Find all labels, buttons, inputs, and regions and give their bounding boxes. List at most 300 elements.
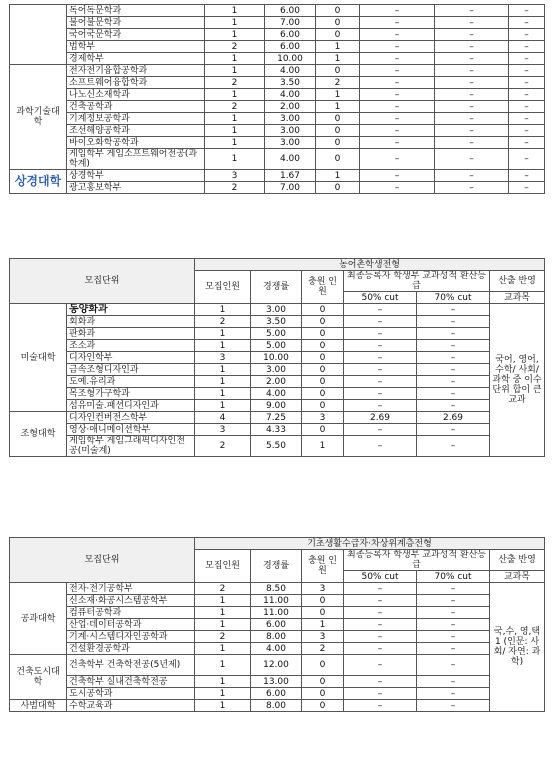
unit-cell: 영상·애니메이션학부: [67, 424, 195, 436]
cut50-cell: –: [344, 655, 417, 676]
cut70-cell: –: [417, 583, 490, 595]
seats-header: 모집인원: [195, 271, 251, 304]
cut50-cell: –: [344, 304, 417, 316]
cut70-cell: –: [417, 340, 490, 352]
seats-cell: 1: [195, 328, 251, 340]
ratio-cell: 3.50: [251, 316, 302, 328]
cut70-cell: –: [435, 137, 509, 149]
seats-cell: 1: [205, 5, 265, 17]
table-row: [10, 170, 545, 182]
cut50-cell: –: [360, 17, 435, 29]
college-cell: 건축도시대학: [10, 655, 67, 700]
calc-cell: –: [509, 137, 545, 149]
table-row: [10, 328, 545, 340]
unit-cell: 회화과: [67, 316, 195, 328]
ratio-cell: 6.00: [265, 5, 316, 17]
calc-cell: –: [509, 53, 545, 65]
cut70-cell: –: [435, 149, 509, 170]
added-cell: 0: [302, 364, 344, 376]
calc-cell: –: [509, 65, 545, 77]
ratio-cell: 8.50: [251, 583, 302, 595]
calc-cell: –: [509, 149, 545, 170]
ratio-cell: 8.00: [251, 631, 302, 643]
seats-cell: 1: [195, 700, 251, 712]
ratio-cell: 6.00: [265, 29, 316, 41]
table-row: [10, 53, 545, 65]
cut70-cell: –: [435, 65, 509, 77]
cut50-cell: –: [360, 125, 435, 137]
cut50-cell: –: [360, 101, 435, 113]
added-cell: 1: [316, 170, 360, 182]
cut70-cell: –: [417, 631, 490, 643]
table-row: [10, 304, 545, 316]
table-row: [10, 5, 545, 17]
seats-cell: 1: [195, 400, 251, 412]
table-row: [10, 388, 545, 400]
ratio-cell: 6.00: [251, 688, 302, 700]
added-cell: 0: [302, 376, 344, 388]
unit-cell: 상경학부: [67, 170, 205, 182]
added-cell: 0: [302, 388, 344, 400]
calc-cell: –: [509, 41, 545, 53]
table-row: [10, 400, 545, 412]
table-row: [10, 77, 545, 89]
seats-cell: 1: [195, 676, 251, 688]
cut70-cell: –: [417, 364, 490, 376]
seats-cell: 1: [205, 53, 265, 65]
table-1: [9, 4, 545, 194]
table-row: [10, 41, 545, 53]
cut70-cell: –: [435, 29, 509, 41]
calc-cell: –: [509, 17, 545, 29]
cut70-cell: –: [435, 5, 509, 17]
table-row: [10, 352, 545, 364]
subjects-cell: 국,수, 영,택1 (인문: 사회/ 자연: 과학): [490, 583, 545, 712]
added-cell: 0: [302, 424, 344, 436]
cut50-cell: –: [344, 607, 417, 619]
college-cell: [10, 5, 67, 65]
cut50-header: 50% cut: [344, 292, 417, 304]
unit-cell: 컴퓨터공학과: [67, 607, 195, 619]
ratio-cell: 4.00: [265, 149, 316, 170]
table-row: [10, 149, 545, 170]
cut70-cell: –: [435, 17, 509, 29]
cut70-cell: –: [435, 77, 509, 89]
cut70-cell: –: [417, 607, 490, 619]
seats-cell: 2: [205, 182, 265, 194]
cut50-cell: –: [344, 436, 417, 457]
table-row: [10, 595, 545, 607]
table-row: [10, 376, 545, 388]
added-cell: 1: [316, 41, 360, 53]
cut70-cell: –: [417, 316, 490, 328]
added-cell: 0: [302, 316, 344, 328]
calc-cell: –: [509, 89, 545, 101]
cut70-cell: –: [435, 101, 509, 113]
ratio-cell: 3.00: [265, 125, 316, 137]
table-row: [10, 436, 545, 457]
unit-cell: 국어국문학과: [67, 29, 205, 41]
cut50-header: 50% cut: [344, 571, 417, 583]
seats-cell: 4: [195, 412, 251, 424]
cut70-cell: –: [435, 125, 509, 137]
added-cell: 0: [302, 676, 344, 688]
track-header: 농어촌학생전형: [195, 259, 545, 271]
unit-cell: 목조형가구학과: [67, 388, 195, 400]
unit-cell: 독어독문학과: [67, 5, 205, 17]
cut50-cell: –: [344, 352, 417, 364]
table-2: [9, 258, 545, 457]
cut50-cell: –: [344, 583, 417, 595]
unit-cell: 바이오화학공학과: [67, 137, 205, 149]
added-cell: 0: [302, 304, 344, 316]
added-cell: 2: [302, 643, 344, 655]
ratio-cell: 5.50: [251, 436, 302, 457]
header-row: [10, 259, 545, 271]
cut70-header: 70% cut: [417, 292, 490, 304]
cut50-cell: –: [360, 29, 435, 41]
college-cell: 미술대학: [10, 304, 67, 412]
table-row: [10, 364, 545, 376]
track-header: 기초생활수급자·차상위계층전형: [195, 538, 545, 550]
table-row: [10, 424, 545, 436]
ratio-cell: 2.00: [265, 101, 316, 113]
table-row: [10, 89, 545, 101]
ratio-cell: 4.00: [265, 65, 316, 77]
cut70-cell: –: [417, 388, 490, 400]
cut50-cell: –: [344, 340, 417, 352]
cut70-cell: –: [435, 113, 509, 125]
calc-sub-header: 교과목: [490, 571, 545, 583]
unit-cell: 판화과: [67, 328, 195, 340]
seats-cell: 1: [205, 137, 265, 149]
table-row: [10, 137, 545, 149]
seats-cell: 3: [195, 352, 251, 364]
seats-cell: 1: [205, 29, 265, 41]
grade-header: 최종등록자 학생부 교과성적 환산등급: [344, 550, 490, 571]
unit-cell: 건축공학과: [67, 101, 205, 113]
seats-cell: 3: [195, 424, 251, 436]
ratio-cell: 8.00: [251, 700, 302, 712]
unit-cell: 건축학부 건축학전공(5년제): [67, 655, 195, 676]
unit-cell: 도시공학과: [67, 688, 195, 700]
table-row: [10, 583, 545, 595]
unit-cell: 경제학부: [67, 53, 205, 65]
table-row: [10, 113, 545, 125]
unit-cell: 신소재·화공시스템공학부: [67, 595, 195, 607]
unit-cell: 전자전기융합공학과: [67, 65, 205, 77]
cut70-cell: –: [435, 41, 509, 53]
seats-cell: 2: [205, 77, 265, 89]
unit-cell: 도예.유리과: [67, 376, 195, 388]
table-row: [10, 29, 545, 41]
added-cell: 3: [302, 631, 344, 643]
cut70-cell: –: [435, 89, 509, 101]
added-cell: 0: [302, 607, 344, 619]
table-row: [10, 700, 545, 712]
added-cell: 0: [316, 17, 360, 29]
unit-cell: 게임학부 게임그래픽디자인전공(미술계): [67, 436, 195, 457]
cut70-cell: –: [417, 352, 490, 364]
seats-cell: 1: [205, 17, 265, 29]
cut50-cell: –: [344, 328, 417, 340]
unit-cell: 디자인컨버전스학부: [67, 412, 195, 424]
college-cell: 조형대학: [10, 412, 67, 457]
cut50-cell: –: [344, 400, 417, 412]
added-cell: 0: [316, 29, 360, 41]
seats-cell: 1: [195, 364, 251, 376]
added-cell: 1: [302, 619, 344, 631]
cut50-cell: –: [344, 643, 417, 655]
college-cell: 사범대학: [10, 700, 67, 712]
ratio-cell: 6.00: [265, 41, 316, 53]
table-row: [10, 182, 545, 194]
added-cell: 0: [302, 688, 344, 700]
added-cell: 0: [316, 65, 360, 77]
unit-cell: 기계정보공학과: [67, 113, 205, 125]
cut50-cell: –: [360, 53, 435, 65]
cut70-cell: –: [417, 655, 490, 676]
seats-cell: 1: [195, 388, 251, 400]
table-row: [10, 688, 545, 700]
seats-cell: 2: [195, 583, 251, 595]
college-cell: 과학기술대학: [10, 65, 67, 170]
ratio-cell: 6.00: [251, 619, 302, 631]
seats-cell: 1: [205, 65, 265, 77]
added-cell: 0: [316, 149, 360, 170]
cut50-cell: 2.69: [344, 412, 417, 424]
added-cell: 0: [302, 595, 344, 607]
cut50-cell: –: [360, 41, 435, 53]
ratio-cell: 3.00: [251, 304, 302, 316]
cut70-cell: –: [435, 182, 509, 194]
added-cell: 0: [316, 182, 360, 194]
unit-cell: 조소과: [67, 340, 195, 352]
cut50-cell: –: [344, 316, 417, 328]
calc-cell: –: [509, 125, 545, 137]
ratio-cell: 12.00: [251, 655, 302, 676]
unit-cell: 게임학부 게임소프트웨어전공(과학계): [67, 149, 205, 170]
ratio-cell: 9.00: [251, 400, 302, 412]
ratio-cell: 3.00: [251, 364, 302, 376]
seats-cell: 2: [195, 631, 251, 643]
unit-cell: 법학부: [67, 41, 205, 53]
unit-cell: 디자인학부: [67, 352, 195, 364]
added-cell: 0: [302, 655, 344, 676]
cut50-cell: –: [344, 376, 417, 388]
cut50-cell: –: [360, 137, 435, 149]
seats-cell: 2: [205, 101, 265, 113]
calc-header: 산출 반영: [490, 271, 545, 292]
cut50-cell: –: [344, 364, 417, 376]
unit-cell: 불어불문학과: [67, 17, 205, 29]
cut70-cell: –: [435, 170, 509, 182]
cut50-cell: –: [344, 424, 417, 436]
seats-cell: 1: [195, 595, 251, 607]
ratio-header: 경쟁률: [251, 550, 302, 583]
cut70-cell: –: [417, 700, 490, 712]
unit-cell: 소프트웨어융합학과: [67, 77, 205, 89]
seats-cell: 1: [195, 643, 251, 655]
added-cell: 3: [302, 583, 344, 595]
seats-cell: 1: [205, 113, 265, 125]
cut70-cell: –: [417, 376, 490, 388]
ratio-cell: 10.00: [265, 53, 316, 65]
unit-cell: 전자·전기공학부: [67, 583, 195, 595]
added-cell: 0: [302, 352, 344, 364]
added-cell: 0: [302, 328, 344, 340]
unit-header: 모집단위: [10, 259, 195, 304]
cut50-cell: –: [360, 113, 435, 125]
seats-cell: 1: [195, 607, 251, 619]
table-row: [10, 643, 545, 655]
cut70-cell: –: [435, 53, 509, 65]
seats-cell: 1: [195, 304, 251, 316]
seats-cell: 2: [205, 41, 265, 53]
added-cell: 0: [316, 125, 360, 137]
seats-cell: 1: [205, 149, 265, 170]
unit-cell: 건설환경공학과: [67, 643, 195, 655]
ratio-cell: 11.00: [251, 595, 302, 607]
added-header: 충원 인원: [302, 550, 344, 583]
ratio-cell: 11.00: [251, 607, 302, 619]
ratio-cell: 1.67: [265, 170, 316, 182]
ratio-cell: 3.00: [265, 137, 316, 149]
unit-cell: 산업·데이터공학과: [67, 619, 195, 631]
seats-cell: 1: [195, 655, 251, 676]
seats-cell: 1: [205, 125, 265, 137]
calc-cell: –: [509, 113, 545, 125]
calc-cell: –: [509, 77, 545, 89]
table-row: [10, 655, 545, 676]
cut70-cell: –: [417, 619, 490, 631]
cut50-cell: –: [360, 170, 435, 182]
grade-header: 최종등록자 학생부 교과성적 환산등급: [344, 271, 490, 292]
added-cell: 0: [316, 113, 360, 125]
added-cell: 0: [316, 137, 360, 149]
header-row: [10, 538, 545, 550]
unit-header: 모집단위: [10, 538, 195, 583]
seats-cell: 1: [195, 340, 251, 352]
ratio-cell: 4.00: [251, 388, 302, 400]
calc-cell: –: [509, 182, 545, 194]
cut70-cell: –: [417, 643, 490, 655]
college-cell: 상경대학: [10, 170, 67, 194]
table-row: [10, 619, 545, 631]
calc-cell: –: [509, 101, 545, 113]
seats-cell: 1: [195, 619, 251, 631]
calc-cell: –: [509, 5, 545, 17]
unit-cell: 섬유미술.패션디자인과: [67, 400, 195, 412]
added-cell: 3: [302, 412, 344, 424]
cut50-cell: –: [360, 149, 435, 170]
cut50-cell: –: [344, 700, 417, 712]
cut70-cell: –: [417, 328, 490, 340]
ratio-cell: 4.00: [265, 89, 316, 101]
cut70-cell: –: [417, 436, 490, 457]
cut50-cell: –: [344, 595, 417, 607]
ratio-cell: 4.00: [251, 643, 302, 655]
added-cell: 1: [316, 89, 360, 101]
added-cell: 1: [302, 436, 344, 457]
table-row: [10, 316, 545, 328]
seats-cell: 3: [205, 170, 265, 182]
table-row: [10, 17, 545, 29]
ratio-cell: 5.00: [251, 328, 302, 340]
table-row: [10, 101, 545, 113]
cut70-cell: –: [417, 595, 490, 607]
added-cell: 0: [302, 700, 344, 712]
calc-header: 산출 반영: [490, 550, 545, 571]
cut50-cell: –: [344, 388, 417, 400]
table-3: [9, 537, 545, 712]
ratio-cell: 3.00: [265, 113, 316, 125]
ratio-cell: 10.00: [251, 352, 302, 364]
cut50-cell: –: [360, 89, 435, 101]
cut50-cell: –: [344, 676, 417, 688]
cut50-cell: –: [360, 5, 435, 17]
cut70-cell: 2.69: [417, 412, 490, 424]
unit-cell: 나노신소재학과: [67, 89, 205, 101]
cut50-cell: –: [344, 631, 417, 643]
ratio-cell: 7.00: [265, 17, 316, 29]
ratio-cell: 5.00: [251, 340, 302, 352]
seats-cell: 2: [195, 436, 251, 457]
cut50-cell: –: [360, 182, 435, 194]
cut70-cell: –: [417, 688, 490, 700]
ratio-cell: 2.00: [251, 376, 302, 388]
table-row: [10, 676, 545, 688]
cut70-header: 70% cut: [417, 571, 490, 583]
unit-cell: 건축학부 실내건축학전공: [67, 676, 195, 688]
table-row: [10, 607, 545, 619]
table-row: [10, 340, 545, 352]
unit-cell: 광고홍보학부: [67, 182, 205, 194]
added-cell: 0: [302, 400, 344, 412]
unit-cell: 수학교육과: [67, 700, 195, 712]
unit-cell: 조선해양공학과: [67, 125, 205, 137]
calc-cell: –: [509, 170, 545, 182]
ratio-cell: 7.25: [251, 412, 302, 424]
cut70-cell: –: [417, 424, 490, 436]
ratio-cell: 4.33: [251, 424, 302, 436]
added-cell: 0: [316, 5, 360, 17]
cut50-cell: –: [344, 688, 417, 700]
seats-cell: 1: [195, 376, 251, 388]
ratio-cell: 13.00: [251, 676, 302, 688]
seats-header: 모집인원: [195, 550, 251, 583]
cut70-cell: –: [417, 676, 490, 688]
added-header: 충원 인원: [302, 271, 344, 304]
ratio-cell: 7.00: [265, 182, 316, 194]
added-cell: 1: [316, 53, 360, 65]
added-cell: 2: [316, 77, 360, 89]
unit-cell: 기계·시스템디자인공학과: [67, 631, 195, 643]
cut50-cell: –: [360, 65, 435, 77]
cut70-cell: –: [417, 400, 490, 412]
table-row: [10, 631, 545, 643]
unit-cell: 금속조형디자인과: [67, 364, 195, 376]
calc-cell: –: [509, 29, 545, 41]
calc-sub-header: 교과목: [490, 292, 545, 304]
cut50-cell: –: [360, 77, 435, 89]
unit-cell: 동양화과: [67, 304, 195, 316]
ratio-cell: 3.50: [265, 77, 316, 89]
cut70-cell: –: [417, 304, 490, 316]
added-cell: 1: [316, 101, 360, 113]
subjects-cell: 국어, 영어, 수학/ 사회/ 과학 중 이수 단위 합이 큰 교과: [490, 304, 545, 457]
added-cell: 0: [302, 340, 344, 352]
